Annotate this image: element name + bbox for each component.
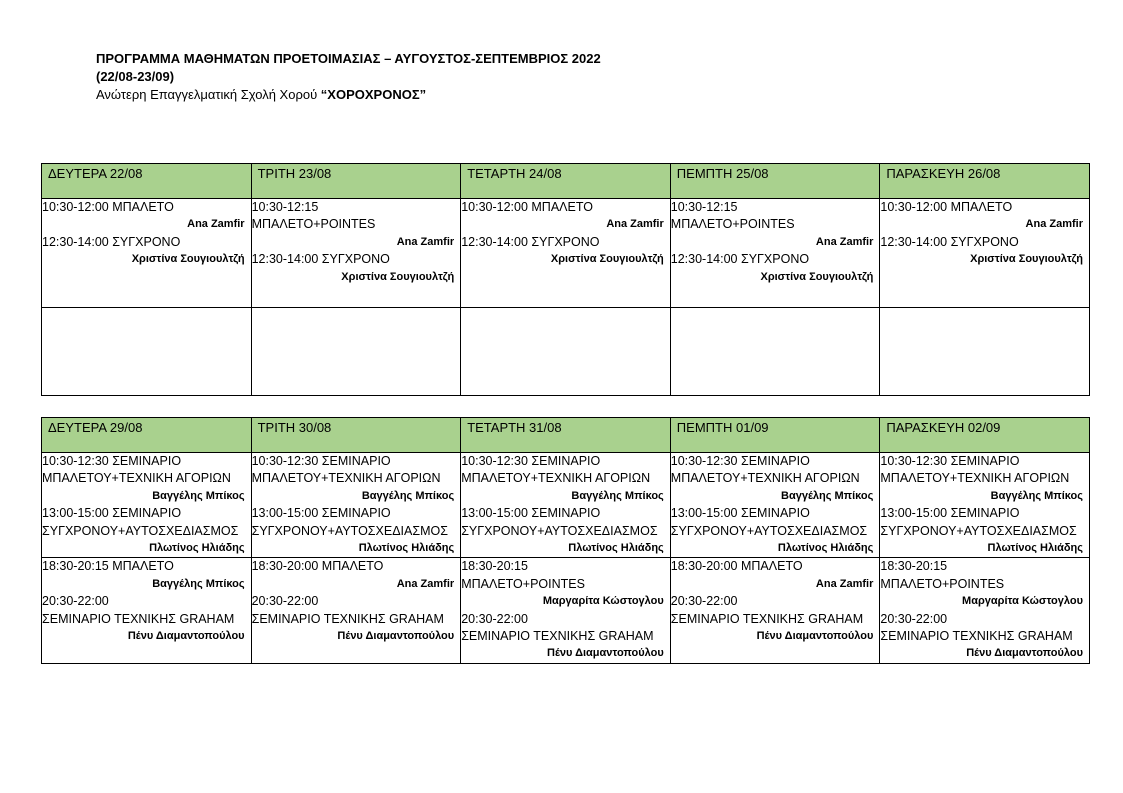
schedule-cell (670, 558, 880, 663)
schedule-title: ΠΡΟΓΡΑΜΜΑ ΜΑΘΗΜΑΤΩΝ ΠΡΟΕΤΟΙΜΑΣΙΑΣ – ΑΥΓΟΥΣΤΟΣ-ΣΕΠΤΕΜΒΡΙΟΣ 2022 (96, 51, 601, 66)
class-time-title: 12:30-14:00 ΣΥΓΧΡΟΝΟ (670, 252, 810, 267)
week-2-table (41, 417, 1090, 664)
class-entry (252, 251, 461, 286)
class-title: ΜΠΑΛΕΤΟ+POINTES (461, 576, 585, 591)
class-time: 13:00-15:00 ΣΕΜΙΝΑΡΙΟ (461, 506, 601, 521)
document-header (96, 50, 601, 104)
class-title: ΣΕΜΙΝΑΡΙΟ ΤΕΧΝΙΚΗΣ GRAHAM (461, 629, 654, 644)
instructor-name: Πένυ Διαμαντοπούλου (127, 630, 245, 643)
class-title: ΜΠΑΛΕΤΟ+POINTES (880, 576, 1005, 591)
class-time: 10:30-12:15 (670, 200, 738, 214)
instructor-name: Βαγγέλης Μπίκος (361, 489, 455, 502)
instructor-name: Πλωτίνος Ηλιάδης (149, 542, 245, 555)
class-time: 10:30-12:30 ΣΕΜΙΝΑΡΙΟ (251, 454, 391, 468)
day-label: ΤΡΙΤΗ 30/08 (257, 420, 332, 435)
class-entry (461, 453, 670, 505)
class-entry (42, 558, 251, 593)
day-header-cell (42, 418, 252, 453)
instructor-name: Ana Zamfir (1025, 218, 1083, 231)
day-header-cell (670, 164, 880, 199)
instructor-name: Μαργαρίτα Κώστογλου (542, 595, 664, 608)
schedule-cell (461, 558, 671, 663)
school-line (96, 86, 601, 104)
empty-cell (880, 308, 1090, 396)
class-time: 13:00-15:00 ΣΕΜΙΝΑΡΙΟ (251, 506, 391, 521)
class-entry (671, 199, 880, 251)
day-header-cell (670, 418, 880, 453)
day-header-cell (880, 164, 1090, 199)
class-time-title: 10:30-12:00 ΜΠΑΛΕΤΟ (42, 200, 174, 214)
instructor-name: Χριστίνα Σουγιουλτζή (341, 270, 455, 283)
instructor-name: Πλωτίνος Ηλιάδης (568, 542, 664, 555)
class-time: 10:30-12:30 ΣΕΜΙΝΑΡΙΟ (461, 454, 601, 468)
class-entry (880, 505, 1089, 557)
class-time-title: 10:30-12:00 ΜΠΑΛΕΤΟ (461, 200, 593, 214)
instructor-name: Μαργαρίτα Κώστογλου (962, 595, 1083, 608)
schedule-cell (251, 199, 461, 308)
class-title: ΜΠΑΛΕΤΟΥ+ΤΕΧΝΙΚΗ ΑΓΟΡΙΩΝ (42, 471, 231, 486)
class-time: 10:30-12:30 ΣΕΜΙΝΑΡΙΟ (42, 454, 182, 468)
class-time-title: 12:30-14:00 ΣΥΓΧΡΟΝΟ (880, 234, 1019, 249)
instructor-name: Πένυ Διαμαντοπούλου (547, 647, 664, 660)
week-2-row-1 (42, 453, 1090, 558)
class-title: ΜΠΑΛΕΤΟ+POINTES (251, 217, 376, 232)
instructor-name: Ana Zamfir (815, 235, 874, 248)
class-time-title: 12:30-14:00 ΣΥΓΧΡΟΝΟ (251, 252, 390, 267)
class-time: 10:30-12:30 ΣΕΜΙΝΑΡΙΟ (670, 454, 810, 468)
class-entry (252, 505, 461, 557)
schedule-cell (880, 453, 1090, 558)
class-time: 13:00-15:00 ΣΕΜΙΝΑΡΙΟ (42, 506, 182, 521)
instructor-name: Ana Zamfir (396, 577, 455, 590)
class-entry (880, 611, 1089, 663)
class-title: ΣΥΓΧΡΟΝΟΥ+ΑΥΤΟΣΧΕΔΙΑΣΜΟΣ (670, 523, 868, 538)
schedule-period: (22/08-23/09) (96, 69, 175, 84)
instructor-name: Ana Zamfir (606, 218, 664, 231)
class-title: ΜΠΑΛΕΤΟΥ+ΤΕΧΝΙΚΗ ΑΓΟΡΙΩΝ (670, 471, 860, 486)
instructor-name: Ana Zamfir (187, 218, 245, 231)
class-entry (252, 453, 461, 505)
schedule-cell (42, 199, 252, 308)
class-title: ΣΕΜΙΝΑΡΙΟ ΤΕΧΝΙΚΗΣ GRAHAM (251, 611, 444, 626)
day-label: ΠΑΡΑΣΚΕΥΗ 02/09 (886, 420, 1001, 435)
class-time-title: 18:30-20:00 ΜΠΑΛΕΤΟ (251, 559, 384, 574)
week-2-row-2 (42, 558, 1090, 663)
instructor-name: Ana Zamfir (815, 577, 874, 590)
instructor-name: Ana Zamfir (396, 235, 455, 248)
class-entry (671, 593, 880, 645)
instructor-name: Βαγγέλης Μπίκος (990, 489, 1083, 502)
instructor-name: Πένυ Διαμαντοπούλου (337, 630, 455, 643)
day-header-cell (880, 418, 1090, 453)
class-time: 18:30-20:15 (461, 559, 528, 574)
class-entry (461, 199, 670, 234)
class-time: 20:30-22:00 (461, 611, 528, 626)
schedule-cell (251, 453, 461, 558)
instructor-name: Βαγγέλης Μπίκος (571, 489, 664, 502)
instructor-name: Βαγγέλης Μπίκος (152, 489, 245, 502)
week-2-day-headers (42, 418, 1090, 453)
class-entry (671, 453, 880, 505)
week-1-day-headers (42, 164, 1090, 199)
class-title: ΣΥΓΧΡΟΝΟΥ+ΑΥΤΟΣΧΕΔΙΑΣΜΟΣ (251, 523, 448, 538)
class-entry (461, 611, 670, 663)
schedule-cell (461, 199, 671, 308)
instructor-name: Χριστίνα Σουγιουλτζή (760, 270, 874, 283)
class-entry (880, 199, 1089, 234)
class-time-title: 10:30-12:00 ΜΠΑΛΕΤΟ (880, 200, 1013, 214)
class-time-title: 12:30-14:00 ΣΥΓΧΡΟΝΟ (42, 234, 181, 249)
class-title: ΣΥΓΧΡΟΝΟΥ+ΑΥΤΟΣΧΕΔΙΑΣΜΟΣ (42, 523, 239, 538)
week-1-row-2 (42, 308, 1090, 396)
school-prefix: Ανώτερη Επαγγελματική Σχολή Χορού (96, 87, 321, 102)
day-label: ΤΕΤΑΡΤΗ 24/08 (467, 166, 562, 181)
schedule-cell (42, 453, 252, 558)
class-entry (880, 453, 1089, 505)
class-entry (461, 558, 670, 610)
day-label: ΤΡΙΤΗ 23/08 (257, 166, 332, 181)
instructor-name: Βαγγέλης Μπίκος (152, 577, 245, 590)
class-time: 20:30-22:00 (880, 611, 948, 626)
week-1-table (41, 163, 1090, 396)
class-time: 13:00-15:00 ΣΕΜΙΝΑΡΙΟ (670, 506, 810, 521)
day-label: ΤΕΤΑΡΤΗ 31/08 (467, 420, 562, 435)
class-time: 20:30-22:00 (42, 594, 109, 609)
schedule-cell (880, 199, 1090, 308)
class-title: ΜΠΑΛΕΤΟ+POINTES (670, 217, 795, 232)
day-header-cell (251, 164, 461, 199)
instructor-name: Πλωτίνος Ηλιάδης (777, 542, 874, 555)
empty-cell (251, 308, 461, 396)
class-title: ΣΕΜΙΝΑΡΙΟ ΤΕΧΝΙΚΗΣ GRAHAM (880, 629, 1073, 644)
class-time: 20:30-22:00 (670, 594, 738, 609)
class-title: ΜΠΑΛΕΤΟΥ+ΤΕΧΝΙΚΗ ΑΓΟΡΙΩΝ (251, 471, 441, 486)
schedule-cell (880, 558, 1090, 663)
day-label: ΔΕΥΤΕΡΑ 22/08 (48, 166, 143, 181)
class-entry (42, 234, 251, 269)
day-header-cell (461, 418, 671, 453)
class-entry (461, 505, 670, 557)
class-entry (42, 199, 251, 234)
instructor-name: Πλωτίνος Ηλιάδης (358, 542, 455, 555)
class-time: 10:30-12:15 (251, 200, 319, 214)
class-entry (671, 251, 880, 286)
day-header-cell (461, 164, 671, 199)
instructor-name: Πένυ Διαμαντοπούλου (966, 647, 1083, 660)
instructor-name: Βαγγέλης Μπίκος (781, 489, 874, 502)
class-entry (252, 593, 461, 645)
instructor-name: Πλωτίνος Ηλιάδης (987, 542, 1083, 555)
schedule-cell (670, 453, 880, 558)
day-header-cell (42, 164, 252, 199)
class-time: 18:30-20:15 (880, 559, 948, 574)
class-title: ΣΥΓΧΡΟΝΟΥ+ΑΥΤΟΣΧΕΔΙΑΣΜΟΣ (461, 523, 658, 538)
schedule-cell (42, 558, 252, 663)
class-entry (671, 558, 880, 593)
instructor-name: Χριστίνα Σουγιουλτζή (550, 253, 664, 266)
instructor-name: Χριστίνα Σουγιουλτζή (131, 253, 245, 266)
class-entry (671, 505, 880, 557)
class-title: ΣΕΜΙΝΑΡΙΟ ΤΕΧΝΙΚΗΣ GRAHAM (42, 611, 235, 626)
schedule-cell (461, 453, 671, 558)
school-name: “ΧΟΡΟΧΡΟΝΟΣ” (320, 87, 427, 102)
class-entry (42, 593, 251, 645)
class-entry (252, 199, 461, 251)
class-entry (880, 558, 1089, 610)
empty-cell (461, 308, 671, 396)
day-label: ΠΕΜΠΤΗ 25/08 (676, 166, 769, 181)
class-title: ΣΕΜΙΝΑΡΙΟ ΤΕΧΝΙΚΗΣ GRAHAM (670, 611, 864, 626)
class-time: 20:30-22:00 (251, 594, 319, 609)
class-entry (252, 558, 461, 593)
class-title: ΣΥΓΧΡΟΝΟΥ+ΑΥΤΟΣΧΕΔΙΑΣΜΟΣ (880, 523, 1077, 538)
class-entry (461, 234, 670, 269)
class-title: ΜΠΑΛΕΤΟΥ+ΤΕΧΝΙΚΗ ΑΓΟΡΙΩΝ (880, 471, 1070, 486)
class-time-title: 18:30-20:00 ΜΠΑΛΕΤΟ (670, 559, 803, 574)
class-entry (880, 234, 1089, 269)
empty-cell (42, 308, 252, 396)
schedule-cell (670, 199, 880, 308)
day-label: ΠΕΜΠΤΗ 01/09 (676, 420, 769, 435)
week-1-row-1 (42, 199, 1090, 308)
schedule-cell (251, 558, 461, 663)
class-time-title: 12:30-14:00 ΣΥΓΧΡΟΝΟ (461, 234, 600, 249)
class-time: 10:30-12:30 ΣΕΜΙΝΑΡΙΟ (880, 454, 1020, 468)
instructor-name: Χριστίνα Σουγιουλτζή (970, 253, 1083, 266)
day-header-cell (251, 418, 461, 453)
empty-cell (670, 308, 880, 396)
class-time: 13:00-15:00 ΣΕΜΙΝΑΡΙΟ (880, 506, 1020, 521)
class-entry (42, 453, 251, 505)
day-label: ΔΕΥΤΕΡΑ 29/08 (48, 420, 143, 435)
day-label: ΠΑΡΑΣΚΕΥΗ 26/08 (886, 166, 1001, 181)
class-title: ΜΠΑΛΕΤΟΥ+ΤΕΧΝΙΚΗ ΑΓΟΡΙΩΝ (461, 471, 651, 486)
class-entry (42, 505, 251, 557)
class-time-title: 18:30-20:15 ΜΠΑΛΕΤΟ (42, 559, 174, 574)
instructor-name: Πένυ Διαμαντοπούλου (756, 630, 874, 643)
